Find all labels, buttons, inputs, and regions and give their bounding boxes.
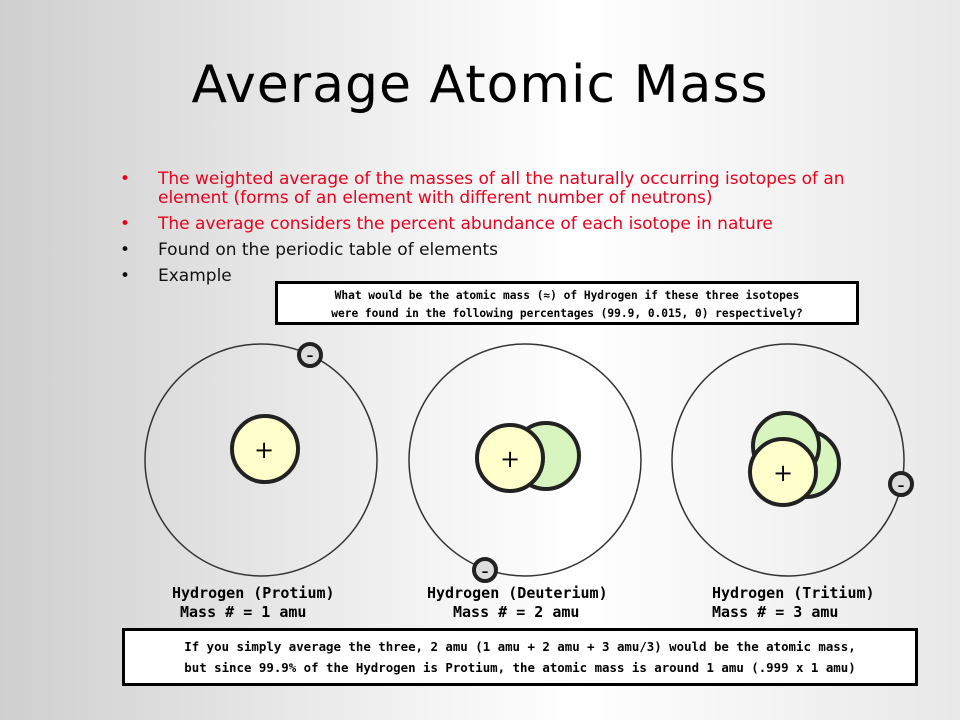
protium-label — [172, 584, 335, 622]
bullet-glyph: • — [120, 266, 131, 286]
question-line-1: What would be the atomic mass (≈) of Hydrogen if these three isotopes — [334, 289, 800, 302]
isotope-name: Hydrogen (Protium) — [172, 584, 335, 602]
proton-sign: + — [772, 459, 794, 487]
isotope-mass: Mass # = 3 amu — [712, 603, 839, 621]
tritium-label — [712, 584, 875, 622]
isotope-mass: Mass # = 1 amu — [180, 603, 307, 621]
slide-title: Average Atomic Mass — [191, 55, 769, 115]
bullet-text: Example — [158, 266, 232, 286]
tritium-atom — [672, 344, 912, 576]
question-line-2: were found in the following percentages (99.9, 0.015, 0) respectively? — [331, 307, 803, 320]
bullet-glyph: • — [120, 240, 131, 260]
electron-sign: - — [897, 473, 905, 497]
bullet-glyph: • — [120, 214, 131, 234]
isotope-name: Hydrogen (Deuterium) — [427, 584, 608, 602]
isotope-mass: Mass # = 2 amu — [453, 603, 580, 621]
bullet-glyph: • — [120, 169, 131, 189]
answer-line-1: If you simply average the three, 2 amu (1 amu + 2 amu + 3 amu/3) would be the atomic mass, — [184, 639, 856, 654]
bullet-text: Found on the periodic table of elements — [158, 240, 499, 260]
electron-sign: - — [481, 559, 489, 583]
proton-sign: + — [253, 436, 275, 464]
electron-sign: - — [306, 343, 314, 367]
bullet-text: The weighted average of the masses of all the naturally occurring isotopes of an element (forms of an element with different number of neutrons) — [158, 169, 845, 208]
protium-atom — [145, 343, 377, 576]
deuterium-label — [427, 584, 608, 622]
answer-box — [122, 628, 918, 686]
deuterium-atom — [409, 344, 641, 583]
bullet-text: The average considers the percent abundance of each isotope in nature — [158, 214, 773, 234]
answer-line-2: but since 99.9% of the Hydrogen is Protium, the atomic mass is around 1 amu (.999 x 1 amu) — [184, 660, 856, 675]
isotope-name: Hydrogen (Tritium) — [712, 584, 875, 602]
proton-sign: + — [499, 445, 521, 473]
